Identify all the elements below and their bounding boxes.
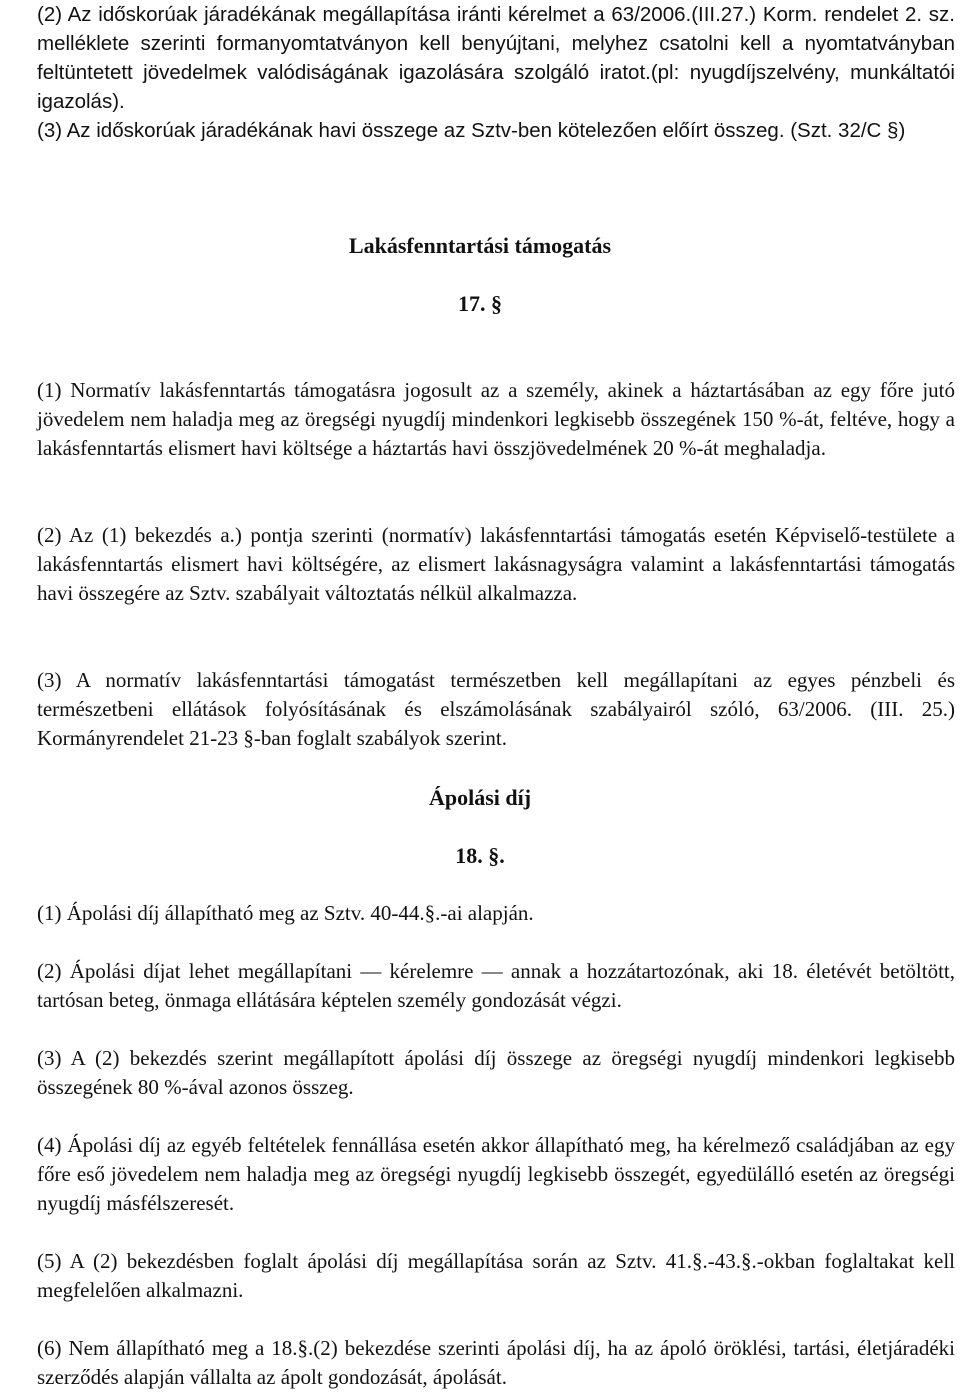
care-paragraph-5: (5) A (2) bekezdésben foglalt ápolási díj megállapítása során az Sztv. 41.§.-43.§.-okban foglaltakat kell megfelelően alkalmazni. [37, 1249, 955, 1302]
section-number-18: 18. §. [455, 843, 505, 868]
care-paragraph-6: (6) Nem állapítható meg a 18.§.(2) bekezdése szerinti ápolási díj, ha az ápoló öröklési, tartási, életjáradéki szerződés alapján vállalta az ápolt gondozását, ápolását. [37, 1336, 955, 1389]
paragraph-2-application: (2) Az időskorúak járadékának megállapítása iránti kérelmet a 63/2006.(III.27.) Korm. rendelet 2. sz. melléklete szerinti formanyomtatványon kell benyújtani, melyhez csatolni kell a nyomtatványban feltüntetett jövedelmek valódiságának igazolására szolgáló iratot.(pl: nyugdíjszelvény, munkáltatói igazolás). [37, 3, 955, 113]
care-paragraph-1: (1) Ápolási díj állapítható meg az Sztv. 40-44.§.-ai alapján. [37, 901, 534, 925]
section-title-housing: Lakásfenntartási támogatás [348, 233, 612, 258]
section-title-care: Ápolási díj [428, 785, 532, 810]
care-paragraph-4: (4) Ápolási díj az egyéb feltételek fennállása esetén akkor állapítható meg, ha kérelmező családjában az egy főre eső jövedelem nem haladja meg az öregségi nyugdíj legkisebb összegét, egyedülálló esetén az öregségi nyugdíj másfélszeresét. [37, 1133, 955, 1215]
paragraph-3-amount: (3) Az időskorúak járadékának havi összege az Sztv-ben kötelezően előírt összeg. (Szt. 32/C §) [37, 119, 906, 142]
section-number-17: 17. § [458, 291, 502, 316]
housing-paragraph-2: (2) Az (1) bekezdés a.) pontja szerinti (normatív) lakásfenntartási támogatás esetén Képviselő-testülete a lakásfenntartás elismert havi költségére, az elismert lakásnagyságra valamint a lakásfenntartási támogatás havi összegére az Sztv. szabályait változtatás nélkül alkalmazza. [37, 523, 955, 605]
housing-paragraph-3: (3) A normatív lakásfenntartási támogatást természetben kell megállapítani az egyes pénzbeli és természetbeni ellátások folyósításának és elszámolásának szabályairól szóló, 63/2006. (III. 25.) Kormányrendelet 21-23 §-ban foglalt szabályok szerint. [37, 668, 955, 750]
care-paragraph-2: (2) Ápolási díjat lehet megállapítani — kérelemre — annak a hozzátartozónak, aki 18. életévét betöltött, tartósan beteg, önmaga ellátására képtelen személy gondozását végzi. [37, 959, 955, 1012]
care-paragraph-3: (3) A (2) bekezdés szerint megállapított ápolási díj összege az öregségi nyugdíj mindenkori legkisebb összegének 80 %-ával azonos összeg. [37, 1046, 955, 1099]
housing-paragraph-1: (1) Normatív lakásfenntartás támogatásra jogosult az a személy, akinek a háztartásában az egy főre jutó jövedelem nem haladja meg az öregségi nyugdíj mindenkori legkisebb összegének 150 %-át, feltéve, hogy a lakásfenntartás elismert havi költsége a háztartás havi összjövedelmének 20 %-át meghaladja. [37, 378, 955, 460]
